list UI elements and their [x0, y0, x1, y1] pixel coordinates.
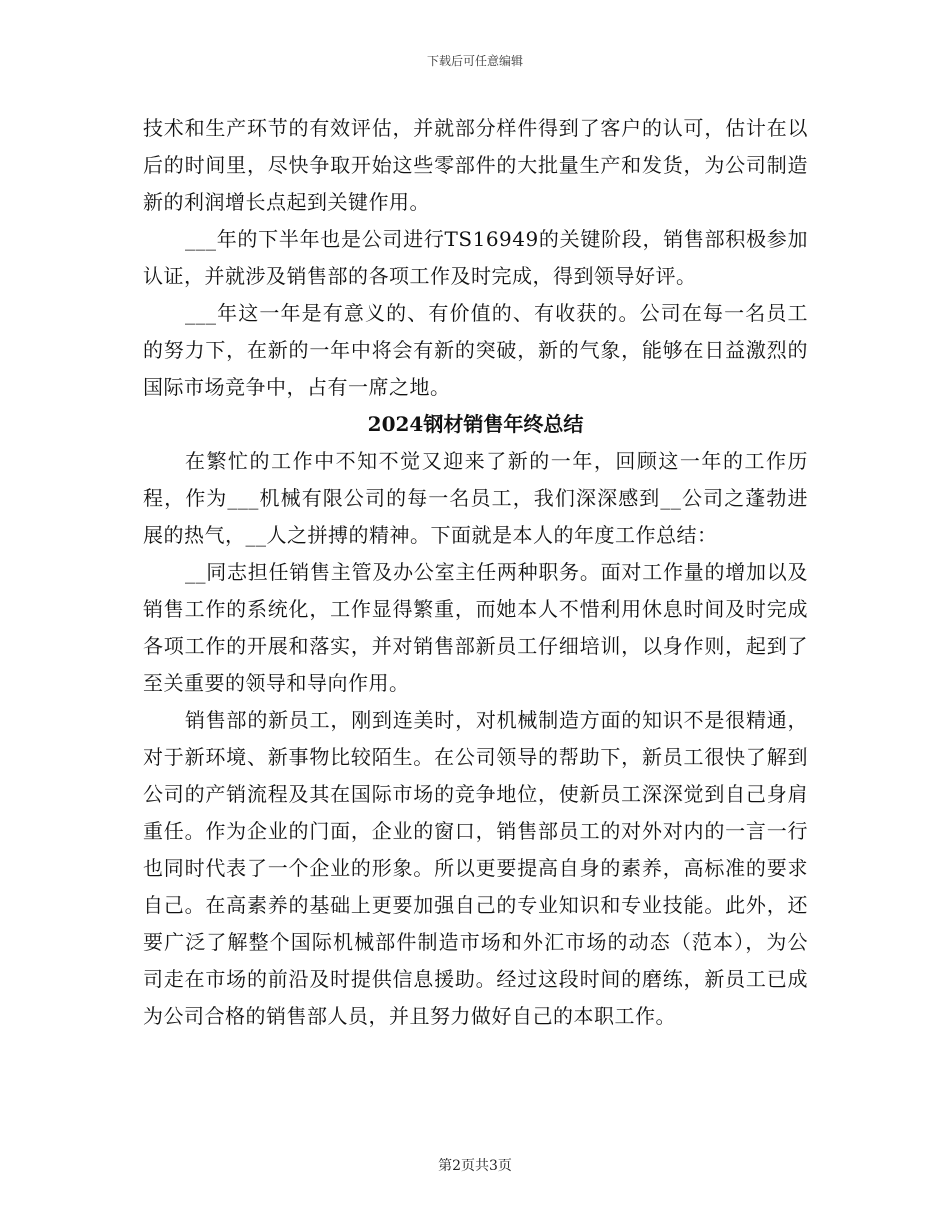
paragraph-year-summary: ___年这一年是有意义的、有价值的、有收获的。公司在每一名员工的努力下，在新的一年中将会有新的突破，新的气象，能够在日益激烈的国际市场竞争中，占有一席之地。	[143, 301, 808, 399]
document-body	[143, 110, 808, 1035]
paragraph-intro: 在繁忙的工作中不知不觉又迎来了新的一年，回顾这一年的工作历程，作为___机械有限公司的每一名员工，我们深深感到__公司之蓬勃进展的热气，__人之拼搏的精神。下面就是本人的年度工作总结：	[143, 449, 808, 547]
paragraph-sales-manager: __同志担任销售主管及办公室主任两种职务。面对工作量的增加以及销售工作的系统化，工作显得繁重，而她本人不惜利用休息时间及时完成各项工作的开展和落实，并对销售部新员工仔细培训，以身作则，起到了至关重要的领导和导向作用。	[143, 560, 808, 695]
paragraph-ts16949: ___年的下半年也是公司进行TS16949的关键阶段，销售部积极参加认证，并就涉及销售部的各项工作及时完成，得到领导好评。	[143, 227, 808, 288]
paragraph-continuation: 技术和生产环节的有效评估，并就部分样件得到了客户的认可，估计在以后的时间里，尽快争取开始这些零部件的大批量生产和发货，为公司制造新的利润增长点起到关键作用。	[143, 116, 808, 214]
document-title: 2024钢材销售年终总结	[367, 412, 584, 436]
paragraph-new-staff: 销售部的新员工，刚到连美时，对机械制造方面的知识不是很精通，对于新环境、新事物比较陌生。在公司领导的帮助下，新员工很快了解到公司的产销流程及其在国际市场的竞争地位，使新员工深深觉到自己身肩重任。作为企业的门面，企业的窗口，销售部员工的对外对内的一言一行也同时代表了一个企业的形象。所以更要提高自身的素养，高标准的要求自己。在高素养的基础上更要加强自己的专业知识和专业技能。此外，还要广泛了解整个国际机械部件制造市场和外汇市场的动态（范本），为公司走在市场的前沿及时提供信息援助。经过这段时间的磨练，新员工已成为公司合格的销售部人员，并且努力做好自己的本职工作。	[143, 708, 808, 1028]
page-number: 第2页共3页	[438, 1158, 512, 1174]
page-header-note: 下载后可任意编辑	[426, 54, 523, 68]
